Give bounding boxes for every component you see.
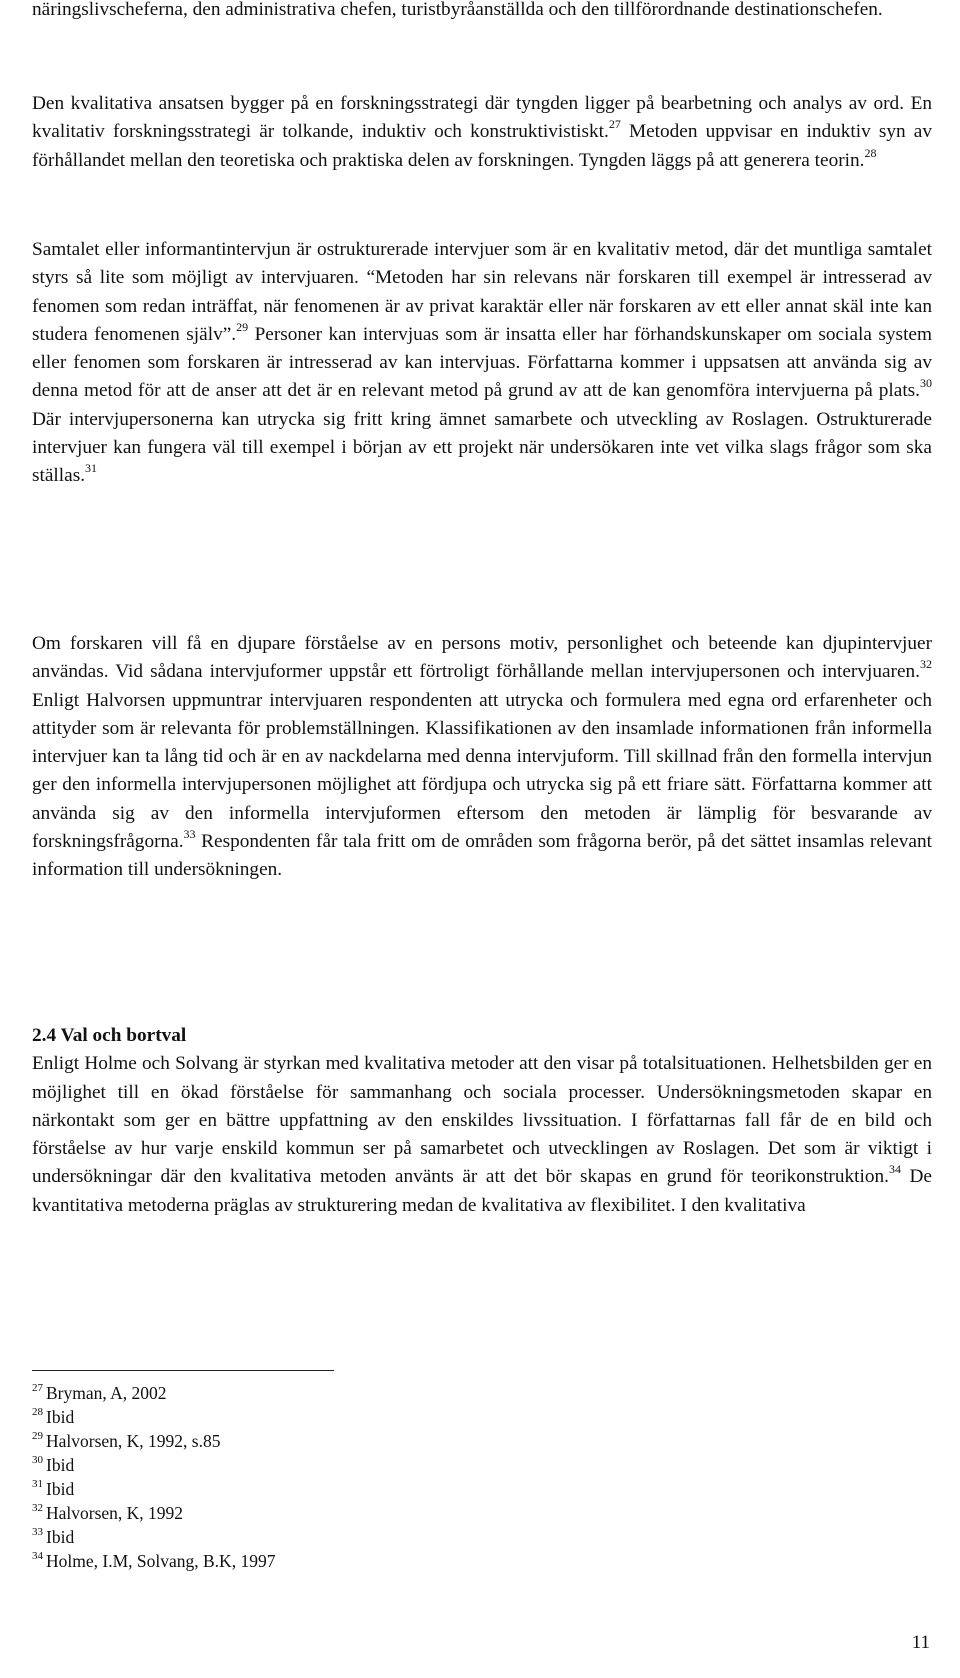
footnote-text: Ibid <box>46 1527 75 1547</box>
footnote-reference: 31 <box>85 461 98 476</box>
section-val-och-bortval <box>32 1022 932 1220</box>
paragraph-text: De kvantitativa metoderna präglas av strukturering medan de kvalitativa av flexibilitet. I den kvalitativa <box>32 1166 932 1216</box>
footnote-reference: 27 <box>608 117 621 132</box>
footnote-number: 31 <box>32 1478 43 1491</box>
footnote-reference: 28 <box>864 145 877 160</box>
paragraph-samtalet <box>32 236 932 491</box>
footnote-reference: 34 <box>888 1162 901 1177</box>
footnote-item <box>32 1501 632 1525</box>
paragraph-text: Enligt Holme och Solvang är styrkan med kvalitativa metoder att den visar på totalsituationen. Helhetsbilden ger en möjlighet till en ökad förståelse för sammanhang och sociala processer. Undersökningsmetoden skapar en närkontakt som ger en bättre uppfattning av den enskildes livssituation. I författarnas fall får de en bild och förståelse av hur varje enskild kommun ser på samarbetet och utvecklingen av Roslagen. Det som är viktigt i undersökningar där den kvalitativa metoden använts är att det bör skapas en grund för teorikonstruktion. <box>32 1053 932 1188</box>
paragraph-text: Den kvalitativa ansatsen bygger på en forskningsstrategi där tyngden ligger på bearbetning och analys av ord. En kvalitativ forskningsstrategi är tolkande, induktiv och konstruktivistiskt. <box>32 93 932 143</box>
paragraph-text: Samtalet eller informantintervjun är ostrukturerade intervjuer som är en kvalitativ metod, där det muntliga samtalet styrs så lite som möjligt av intervjuaren. “Metoden har sin relevans när forskaren till exempel är intresserad av fenomen som redan inträffat, när fenomenen är av privat karaktär eller när forskaren av ett eller annat skäl inte kan studera fenomenen själv”. <box>32 239 932 345</box>
footnote-item <box>32 1405 632 1429</box>
footnote-text: Ibid <box>46 1479 75 1499</box>
paragraph-kvalitativa-ansatsen <box>32 90 932 175</box>
footnote-item <box>32 1429 632 1453</box>
footnote-item <box>32 1525 632 1549</box>
footnote-text: Halvorsen, K, 1992, s.85 <box>46 1431 221 1451</box>
footnote-text: Ibid <box>46 1455 75 1475</box>
paragraph-text: näringslivscheferna, den administrativa chefen, turistbyråanställda och den tillförordnande destinationschefen. <box>32 0 883 20</box>
footnote-reference: 33 <box>183 827 196 842</box>
footnote-text: Holme, I.M, Solvang, B.K, 1997 <box>46 1551 276 1571</box>
paragraph-text: Där intervjupersonerna kan utrycka sig fritt kring ämnet samarbete och utveckling av Roslagen. Ostrukturerade intervjuer kan fungera väl till exempel i början av ett projekt när undersökaren inte vet vilka slags frågor som ska ställas. <box>32 408 932 487</box>
footnote-text: Halvorsen, K, 1992 <box>46 1503 184 1523</box>
footnote-text: Bryman, A, 2002 <box>46 1383 167 1403</box>
footnote-item <box>32 1549 632 1573</box>
footnote-divider <box>32 1370 334 1371</box>
page-number: 11 <box>911 1632 930 1653</box>
footnote-number: 28 <box>32 1406 43 1419</box>
paragraph-text: Enligt Halvorsen uppmuntrar intervjuaren respondenten att utrycka och formulera med egna ord erfarenheter och attityder som är relevanta för problemställningen. Klassifikationen av den insamlade informationen från informella intervjuer kan ta lång tid och är en av nackdelarna med denna intervjuform. Till skillnad från den formella intervjun ger den informella intervjupersonen möjlighet att fördjupa och utrycka sig på ett friare sätt. Författarna kommer att använda sig av den informella intervjuformen eftersom den metoden är lämplig för besvarande av forskningsfrågorna. <box>32 689 932 853</box>
footnote-number: 29 <box>32 1430 43 1443</box>
footnote-reference: 29 <box>236 319 249 334</box>
footnote-number: 30 <box>32 1454 43 1467</box>
paragraph-text: Respondenten får tala fritt om de områden som frågorna berör, på det sättet insamlas relevant information till undersökningen. <box>32 831 932 881</box>
footnote-list <box>32 1381 632 1573</box>
footnote-number: 33 <box>32 1526 43 1539</box>
footnote-number: 34 <box>32 1550 43 1563</box>
footnote-item <box>32 1477 632 1501</box>
paragraph-text: Personer kan intervjuas som är insatta eller har förhandskunskaper om sociala system eller fenomen som forskaren är intresserad av kan intervjuas. Författarna kommer i uppsatsen att använda sig av denna metod för att de anser att det är en relevant metod på grund av att de kan genomföra intervjuerna på plats. <box>32 323 932 402</box>
section-heading: 2.4 Val och bortval <box>32 1025 187 1046</box>
footnote-reference: 32 <box>920 657 932 672</box>
footnote-reference: 30 <box>920 376 932 391</box>
paragraph-text: Metoden uppvisar en induktiv syn av förhållandet mellan den teoretiska och praktiska delen av forskningen. Tyngden läggs på att generera teorin. <box>32 121 932 171</box>
footnote-item <box>32 1381 632 1405</box>
footnote-item <box>32 1453 632 1477</box>
paragraph-intro-tail <box>32 0 932 24</box>
paragraph-text: Om forskaren vill få en djupare förståelse av en persons motiv, personlighet och beteende kan djupintervjuer användas. Vid sådana intervjuformer uppstår ett förtroligt förhållande mellan intervjupersonen och intervjuaren. <box>32 633 932 683</box>
paragraph-om-forskaren <box>32 630 932 885</box>
footnote-number: 32 <box>32 1502 43 1515</box>
footnote-text: Ibid <box>46 1407 75 1427</box>
footnote-number: 27 <box>32 1382 43 1395</box>
